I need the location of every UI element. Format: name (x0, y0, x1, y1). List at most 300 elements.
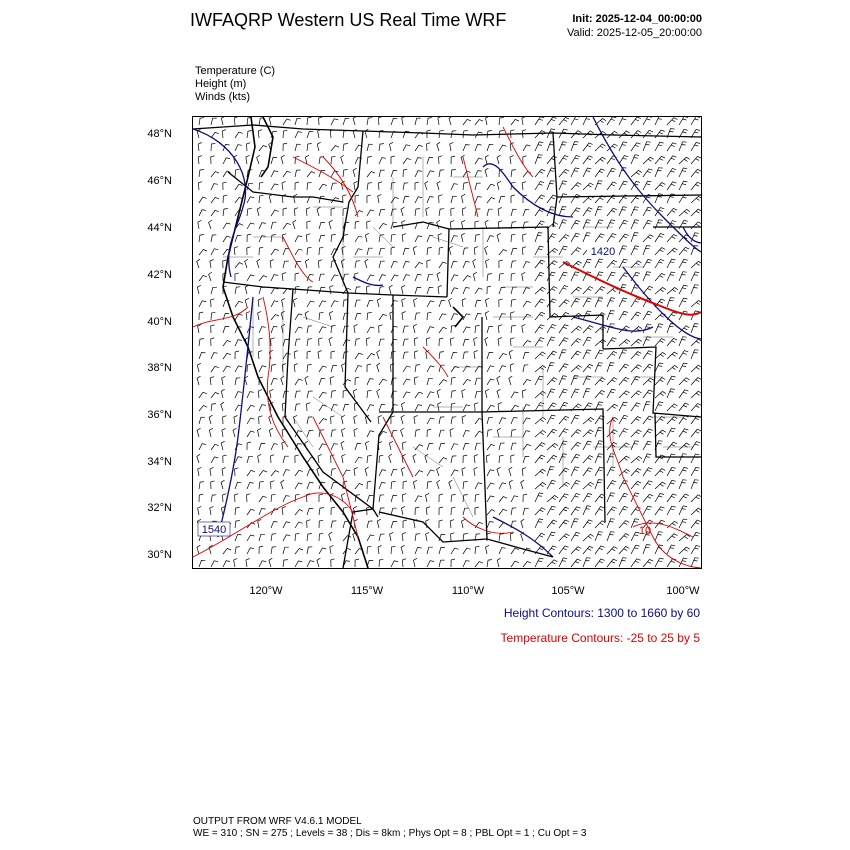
wind-barb (475, 158, 483, 164)
wind-barb (655, 142, 664, 151)
wind-barb (547, 325, 556, 334)
wind-barb (330, 545, 334, 554)
wind-barb (487, 286, 491, 294)
wind-barb (331, 482, 337, 489)
wind-barb (631, 391, 642, 398)
wind-barb (475, 378, 481, 385)
wind-barb (319, 494, 323, 502)
wind-barb (367, 507, 371, 515)
wind-barb (426, 207, 430, 216)
wind-barb (247, 131, 252, 138)
wind-barb (199, 170, 204, 178)
wind-barb (415, 392, 423, 398)
wind-barb (571, 532, 580, 541)
wind-barb (283, 353, 291, 359)
wind-barb (631, 519, 639, 528)
wind-barb (559, 142, 567, 151)
wind-barb (475, 546, 480, 554)
wind-barb (679, 429, 688, 437)
wind-barb (463, 481, 468, 489)
wind-barb (367, 535, 374, 541)
wind-barb (367, 327, 374, 333)
wind-barb (379, 223, 387, 229)
wind-barb (559, 338, 568, 346)
field-winds: Winds (kts) (195, 91, 250, 103)
wind-barb (295, 273, 299, 281)
wind-barb (547, 337, 555, 346)
wind-barb (521, 480, 524, 489)
wind-barb (535, 391, 546, 398)
wind-barb (607, 519, 615, 528)
wind-barb (583, 298, 592, 307)
wind-barb (319, 222, 325, 229)
wind-barb (631, 233, 639, 242)
wind-barb (426, 338, 430, 346)
wind-barb (367, 495, 373, 502)
wind-barb (643, 286, 653, 294)
wind-barb (667, 376, 676, 385)
wind-barb (475, 494, 479, 502)
wind-barb (607, 547, 617, 554)
wind-barb (485, 311, 489, 320)
wind-barb (439, 262, 447, 268)
wind-barb (427, 171, 434, 177)
wind-barb (655, 260, 664, 269)
wind-barb (307, 247, 312, 255)
wind-barb (667, 442, 677, 450)
wind-barb (463, 405, 470, 411)
wind-barb (367, 354, 375, 360)
wind-barb (619, 259, 628, 268)
wind-barb (223, 223, 230, 229)
wind-barb (522, 182, 526, 190)
wind-barb (367, 183, 372, 190)
wind-barb (319, 419, 327, 425)
wind-barb (691, 272, 699, 281)
wind-barb (295, 182, 299, 190)
wind-barb (523, 145, 530, 151)
wind-barb (211, 312, 215, 320)
wind-barb (427, 405, 434, 411)
wind-barb (283, 496, 290, 502)
wind-barb (305, 259, 309, 268)
wind-barb (222, 429, 226, 438)
wind-barb (547, 532, 555, 541)
wind-barb (475, 403, 479, 411)
wind-barb (667, 235, 677, 243)
wind-barb (499, 366, 506, 372)
wind-barb (403, 275, 410, 281)
wind-barb (487, 510, 495, 515)
wind-barb (427, 118, 432, 125)
wind-barb (691, 508, 701, 515)
wind-barb (221, 441, 225, 450)
wind-barb (655, 273, 665, 281)
lon-label-105: 105°W (551, 585, 585, 597)
wind-barb (571, 233, 580, 242)
wind-barb (439, 534, 445, 541)
wind-barb (281, 155, 285, 164)
wind-barb (679, 259, 688, 268)
wind-barb (511, 455, 515, 463)
wind-barb (559, 389, 568, 398)
wind-barb (691, 339, 701, 346)
wind-barb (559, 300, 569, 307)
wind-barb (367, 521, 373, 528)
wind-barb (655, 130, 665, 138)
wind-barb (595, 181, 603, 190)
wind-barb (595, 259, 603, 268)
wind-barb (667, 417, 677, 424)
wind-barb (667, 521, 678, 528)
wind-barb (259, 195, 264, 203)
wind-barb (439, 338, 443, 346)
wind-barb (330, 130, 334, 138)
wind-barb (343, 118, 349, 125)
wind-barb (463, 183, 468, 191)
wind-barb (559, 181, 567, 190)
wind-barb (497, 428, 501, 437)
wind-barb (607, 363, 614, 372)
lat-label-36: 36°N (147, 409, 172, 421)
wind-barb (523, 234, 527, 242)
wind-barb (487, 417, 493, 424)
wind-barb (307, 520, 311, 528)
wind-barb (691, 350, 699, 359)
wind-barb (571, 351, 581, 359)
wind-barb (329, 220, 333, 229)
wind-barb (619, 547, 629, 555)
wind-barb (595, 546, 605, 554)
wind-barb (259, 338, 263, 346)
wind-barb (619, 391, 630, 398)
wind-barb (331, 365, 337, 372)
wind-barb (269, 558, 272, 567)
wind-barb (269, 194, 273, 203)
wind-barb (559, 429, 568, 437)
wind-barb (343, 169, 348, 177)
wind-barb (235, 301, 243, 307)
wind-barb (655, 288, 666, 295)
wind-barb (211, 366, 219, 372)
wind-barb (559, 482, 570, 489)
wind-barb (317, 207, 320, 216)
wind-barb (691, 324, 699, 333)
wind-barb (619, 377, 629, 385)
wind-barb (293, 298, 297, 307)
lat-label-44: 44°N (147, 222, 172, 234)
wind-barb (427, 470, 435, 476)
wind-barb (583, 493, 592, 502)
wind-barb (463, 119, 471, 125)
wind-barb (487, 209, 493, 216)
wind-barb (198, 506, 202, 515)
wind-barb (643, 416, 653, 424)
wind-barb (499, 509, 507, 515)
wind-barb (258, 454, 262, 463)
wind-barb (367, 157, 372, 165)
wind-barb (691, 285, 699, 294)
wind-barb (319, 366, 327, 372)
wind-barb (667, 454, 675, 463)
wind-barb (271, 249, 279, 255)
wind-barb (463, 262, 470, 269)
wind-barb (367, 455, 372, 463)
wind-barb (583, 506, 591, 515)
wind-barb (499, 483, 506, 489)
lon-label-110: 110°W (451, 585, 485, 597)
wind-barb (365, 233, 369, 242)
wind-barb (511, 326, 516, 334)
wind-barb (535, 142, 543, 151)
wind-barb (258, 428, 262, 437)
wind-barb (535, 352, 546, 359)
wind-barb (485, 337, 488, 346)
wind-barb (595, 340, 606, 347)
wind-barb (667, 506, 676, 515)
wind-barb (318, 129, 322, 138)
wind-barb (463, 548, 471, 554)
wind-barb (607, 182, 617, 190)
wind-barb (499, 497, 507, 502)
wind-barb (487, 352, 493, 359)
wind-barb (559, 520, 569, 528)
wind-barb (235, 521, 240, 529)
wind-barb (247, 456, 253, 463)
wind-barb (691, 156, 701, 164)
wind-barb (451, 533, 455, 541)
wind-barb (451, 208, 455, 216)
wind-barb (282, 364, 286, 372)
wind-barb (535, 376, 544, 385)
wind-barb (199, 392, 207, 398)
wind-barb (631, 507, 641, 515)
wind-barb (402, 494, 406, 502)
wind-barb (631, 441, 639, 450)
wind-barb (631, 339, 642, 346)
wind-barb (282, 324, 286, 333)
wind-barb (619, 534, 629, 541)
wind-barb (643, 311, 652, 320)
wind-barb (198, 467, 202, 476)
wind-barb (559, 546, 569, 554)
wind-barb (450, 221, 454, 229)
wind-barb (439, 352, 444, 359)
wind-barb (474, 337, 478, 346)
wind-barb (415, 287, 421, 294)
wind-barb (535, 195, 545, 203)
wind-barb (679, 168, 687, 177)
wind-barb (342, 428, 346, 437)
wind-barb (499, 250, 507, 256)
wind-barb (402, 117, 406, 125)
wind-barb (355, 366, 362, 372)
wind-barb (499, 548, 506, 554)
wind-barb (378, 416, 382, 425)
wind-barb (295, 286, 299, 294)
wind-barb (559, 194, 567, 203)
wind-barb (583, 287, 593, 295)
wind-barb (595, 467, 604, 476)
wind-barb (691, 558, 699, 567)
wind-barb (595, 234, 605, 242)
wind-barb (523, 418, 530, 424)
wind-barb (210, 260, 214, 269)
wind-barb (535, 455, 545, 463)
wind-barb (329, 532, 332, 541)
wind-barb (199, 406, 207, 412)
wind-barb (197, 454, 200, 463)
wind-barb (391, 416, 395, 424)
wind-barb (283, 171, 291, 177)
wind-barb (402, 285, 406, 294)
wind-barb (535, 558, 544, 567)
wind-barb (247, 418, 254, 424)
wind-barb (307, 182, 312, 190)
wind-barb (679, 363, 688, 372)
wind-barb (355, 353, 363, 359)
wind-barb (509, 467, 512, 476)
wind-barb (295, 483, 302, 489)
wind-barb (341, 155, 344, 164)
wind-barb (643, 220, 652, 229)
wind-barb (367, 390, 372, 398)
wind-barb (523, 494, 527, 502)
wind-barb (583, 389, 590, 398)
wind-barb (209, 220, 212, 229)
wind-barb (402, 312, 406, 321)
wind-barb (319, 444, 326, 450)
wind-barb (319, 405, 327, 411)
wind-barb (366, 338, 370, 346)
wind-barb (271, 547, 276, 554)
wind-barb (679, 547, 690, 554)
wind-barb (631, 207, 639, 216)
wind-barb (523, 262, 530, 268)
wind-barb (547, 299, 557, 307)
wind-barb (223, 455, 227, 463)
wind-barb (211, 392, 219, 398)
wind-barb (451, 352, 457, 359)
wind-barb (415, 275, 422, 282)
wind-barb (427, 429, 431, 437)
wind-barb (355, 339, 360, 346)
wind-barb (367, 144, 373, 151)
wind-barb (619, 558, 627, 567)
wind-barb (319, 520, 323, 528)
wind-barb (197, 285, 201, 294)
wind-barb (305, 155, 309, 164)
wind-barb (595, 363, 603, 372)
wind-barb (655, 417, 665, 425)
wind-barb (331, 391, 336, 398)
wind-barb (499, 260, 503, 268)
wind-barb (259, 534, 265, 541)
wind-barb (691, 142, 700, 151)
wind-barb (607, 454, 615, 463)
wind-barb (511, 443, 517, 450)
wind-barb (559, 416, 569, 424)
wind-barb (378, 194, 382, 203)
wind-barb (535, 508, 545, 515)
wind-barb (559, 468, 569, 476)
wind-barb (439, 247, 443, 255)
wind-barb (619, 521, 629, 529)
lon-label-100: 100°W (666, 585, 700, 597)
wind-barb (547, 560, 557, 567)
wind-barb (367, 248, 373, 255)
wind-barb (353, 117, 357, 125)
wind-barb (571, 287, 582, 294)
wind-barb (497, 376, 500, 385)
wind-barb (475, 562, 483, 568)
wind-barb (487, 430, 492, 437)
wind-barb (607, 559, 617, 567)
wind-barb (247, 275, 254, 281)
wind-barb (619, 117, 627, 125)
wind-barb (486, 545, 490, 554)
wind-barb (317, 142, 321, 151)
wind-barb (258, 130, 262, 138)
wind-barb (511, 170, 516, 177)
wind-barb (547, 444, 558, 451)
wind-barb (474, 467, 478, 476)
wind-barb (319, 378, 325, 385)
wind-barb (391, 234, 396, 242)
wind-barb (197, 545, 200, 554)
wind-barb (523, 444, 531, 450)
wind-barb (571, 220, 580, 229)
wind-barb (631, 155, 639, 164)
wind-barb (462, 389, 466, 398)
wind-barb (547, 181, 555, 190)
wind-barb (475, 120, 483, 126)
wind-barb (271, 327, 278, 334)
wind-barb (355, 249, 362, 255)
wind-barb (595, 220, 603, 229)
wind-barb (283, 456, 289, 463)
wind-barb (631, 481, 641, 489)
wind-barb (367, 275, 374, 281)
wind-barb (197, 376, 200, 385)
wind-barb (259, 481, 264, 489)
wind-barb (571, 519, 579, 528)
wind-barb (211, 338, 215, 346)
wind-barb (247, 494, 251, 502)
wind-barb (247, 470, 255, 476)
wind-barb (691, 442, 700, 450)
wind-barb (595, 169, 605, 177)
wind-barb (415, 430, 420, 437)
wind-barb (437, 220, 440, 229)
wind-barb (307, 301, 314, 307)
wind-barb (283, 261, 289, 268)
wind-barb (235, 273, 239, 281)
wind-barb (607, 351, 617, 359)
wind-barb (235, 378, 240, 385)
wind-barb (667, 156, 677, 164)
wind-barb (667, 259, 676, 268)
wind-barb (535, 117, 544, 125)
wind-barb (461, 233, 465, 242)
wind-barb (319, 274, 325, 281)
wind-barb (270, 260, 274, 268)
wind-barb (355, 483, 363, 489)
wind-barb (523, 405, 530, 411)
wind-barb (354, 415, 358, 424)
wind-barb (511, 312, 515, 320)
wind-barb (427, 248, 432, 256)
